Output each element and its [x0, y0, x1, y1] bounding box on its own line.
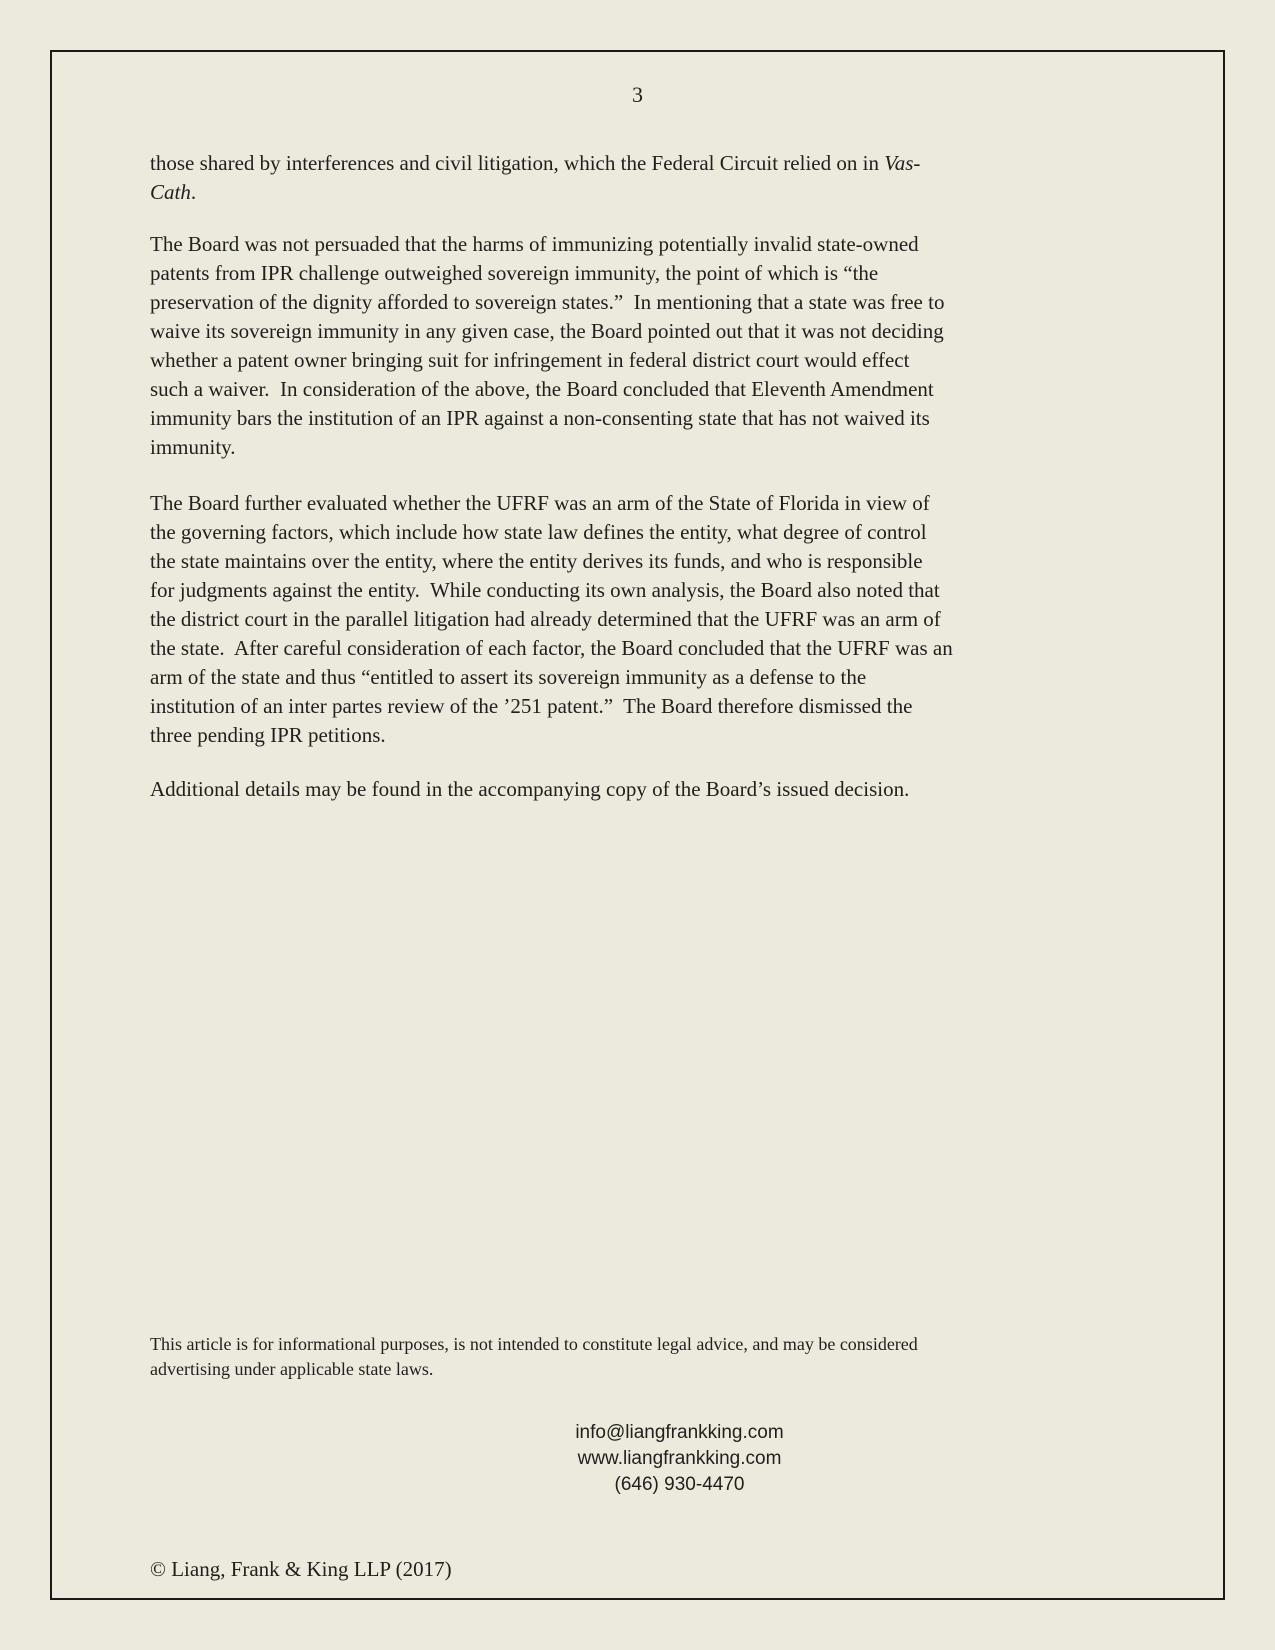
- text-line: waive its sovereign immunity in any given case, the Board pointed out that it was not deciding: [150, 319, 944, 343]
- paragraph-3: [150, 489, 1173, 750]
- text-line: whether a patent owner bringing suit for infringement in federal district court would effect: [150, 348, 910, 372]
- text-line: immunity bars the institution of an IPR against a non-consenting state that has not waived its: [150, 406, 930, 430]
- article-body: [52, 149, 1223, 1584]
- text-line: [150, 178, 1173, 207]
- disclaimer: [150, 1332, 1173, 1382]
- paragraph-2: [150, 230, 1173, 462]
- copyright-text: © Liang, Frank & King LLP (2017): [150, 1557, 452, 1581]
- text-line: immunity.: [150, 435, 236, 459]
- text-line: patents from IPR challenge outweighed sovereign immunity, the point of which is “the: [150, 261, 879, 285]
- disclaimer-line: This article is for informational purposes, is not intended to constitute legal advice, and may be considered: [150, 1334, 918, 1354]
- text-line: arm of the state and thus “entitled to assert its sovereign immunity as a defense to the: [150, 665, 867, 689]
- paragraph-1: [150, 149, 1173, 207]
- text-line: Additional details may be found in the accompanying copy of the Board’s issued decision.: [150, 777, 910, 801]
- case-name-italic: Cath: [150, 180, 191, 204]
- text-line: the district court in the parallel litigation had already determined that the UFRF was an arm of: [150, 607, 941, 631]
- contact-email: info@liangfrankking.com: [575, 1422, 784, 1443]
- text-line: The Board was not persuaded that the harms of immunizing potentially invalid state-owned: [150, 232, 919, 256]
- text-line: institution of an inter partes review of the ’251 patent.” The Board therefore dismissed the: [150, 694, 913, 718]
- text-line: the governing factors, which include how state law defines the entity, what degree of control: [150, 520, 927, 544]
- text-line: three pending IPR petitions.: [150, 723, 386, 747]
- contact-phone: (646) 930-4470: [614, 1474, 745, 1495]
- text-line: the state. After careful consideration of each factor, the Board concluded that the UFRF was an: [150, 636, 953, 660]
- contact-block: [168, 1420, 1191, 1498]
- case-name-italic: Vas-: [884, 151, 921, 175]
- text-line: the state maintains over the entity, where the entity derives its funds, and who is responsible: [150, 549, 923, 573]
- text-line: such a waiver. In consideration of the above, the Board concluded that Eleventh Amendment: [150, 377, 934, 401]
- text-run: .: [190, 180, 197, 204]
- text-line: The Board further evaluated whether the UFRF was an arm of the State of Florida in view of: [150, 491, 930, 515]
- document-page: [50, 50, 1225, 1600]
- disclaimer-line: advertising under applicable state laws.: [150, 1359, 434, 1379]
- page-number: 3: [632, 82, 643, 107]
- text-run: those shared by interferences and civil litigation, which the Federal Circuit relied on in: [150, 151, 885, 175]
- text-line: preservation of the dignity afforded to sovereign states.” In mentioning that a state was free to: [150, 290, 945, 314]
- text-line: [150, 149, 1173, 178]
- contact-website: www.liangfrankking.com: [577, 1448, 782, 1469]
- copyright-line: [150, 1555, 1173, 1584]
- text-line: for judgments against the entity. While conducting its own analysis, the Board also noted that: [150, 578, 940, 602]
- paragraph-4: [150, 775, 1173, 804]
